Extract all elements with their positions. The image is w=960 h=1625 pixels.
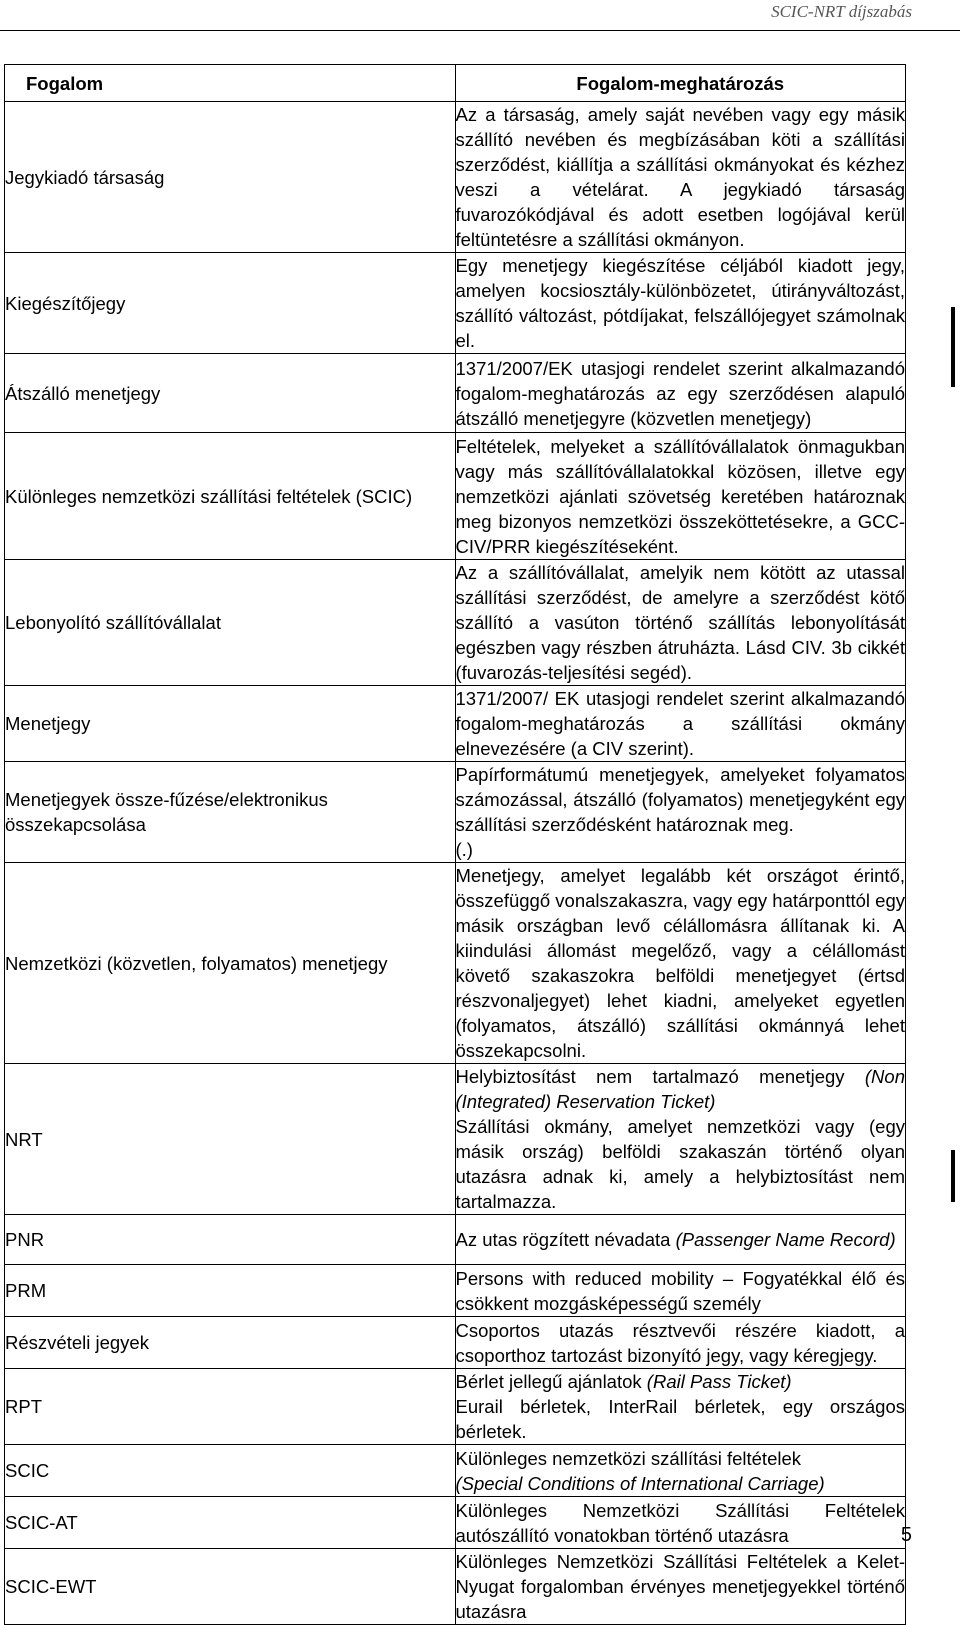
definition-cell: Az a szállítóvállalat, amelyik nem kötött az utassal szállítási szerződést, de amelyre a szerződést kötő szállító a vasúton történő szállítás lebonyolítását egészben vagy részben átruházta. Lásd CIV. 3b cikkét (fuvarozás-teljesítési segéd). [455, 560, 906, 686]
term-cell: PNR [5, 1215, 456, 1265]
revision-bar [951, 1150, 955, 1202]
table-row [5, 863, 906, 1064]
definition-text: Bérlet jellegű ajánlatok [455, 1371, 647, 1392]
definition-cell [455, 1215, 906, 1265]
term-cell: Átszálló menetjegy [5, 354, 456, 433]
table-row [5, 1215, 906, 1265]
term-cell: Menetjegy [5, 686, 456, 762]
glossary-table [4, 64, 906, 1625]
table-row [5, 560, 906, 686]
definition-cell [455, 1369, 906, 1445]
table-header-row [5, 65, 906, 102]
table-row [5, 686, 906, 762]
definition-cell: Feltételek, melyeket a szállítóvállalatok önmagukban vagy más szállítóvállalatokkal közösen, illetve egy nemzetközi ajánlati szövetség keretében határoznak meg bizonyos nemzetközi összeköttetésekre, a GCC-CIV/PRR kiegészítéseként. [455, 433, 906, 560]
term-cell: NRT [5, 1064, 456, 1215]
definition-cell [455, 762, 906, 863]
term-cell: Lebonyolító szállítóvállalat [5, 560, 456, 686]
page-number: 5 [900, 1524, 912, 1546]
table-row [5, 253, 906, 354]
definition-cell: Persons with reduced mobility – Fogyatékkal élő és csökkent mozgásképességű személy [455, 1265, 906, 1317]
definition-english: (Rail Pass Ticket) [646, 1371, 792, 1392]
revision-bar [951, 307, 955, 387]
page-header [0, 0, 960, 31]
definition-cell [455, 1064, 906, 1215]
definition-cell: Különleges Nemzetközi Szállítási Feltételek a Kelet-Nyugat forgalomban érvényes menetjegyekkel történő utazásra [455, 1549, 906, 1625]
term-cell: PRM [5, 1265, 456, 1317]
table-row [5, 1317, 906, 1369]
definition-cell: 1371/2007/EK utasjogi rendelet szerint alkalmazandó fogalom-meghatározás az egy szerződésen alapuló átszálló menetjegyre (közvetlen menetjegy) [455, 354, 906, 433]
definition-text: Az utas rögzített névadata [455, 1229, 676, 1250]
term-cell: SCIC-EWT [5, 1549, 456, 1625]
term-cell: Különleges nemzetközi szállítási feltételek (SCIC) [5, 433, 456, 560]
term-cell: SCIC-AT [5, 1497, 456, 1549]
definition-note: (.) [455, 839, 473, 860]
term-cell: RPT [5, 1369, 456, 1445]
definition-english: (Non (Integrated) Reservation Ticket) [455, 1066, 905, 1112]
table-row [5, 1369, 906, 1445]
definition-text: Papírformátumú menetjegyek, amelyeket folyamatos számozással, átszálló (folyamatos) menetjegyként egy szállítási szerződésként határoznak meg. [455, 764, 905, 835]
table-row [5, 1549, 906, 1625]
term-cell: Menetjegyek össze-fűzése/elektronikus összekapcsolása [5, 762, 456, 863]
definition-english: (Special Conditions of International Carriage) [455, 1472, 825, 1494]
definition-cell: Menetjegy, amelyet legalább két országot érintő, összefüggő vonalszakaszra, vagy egy határponttól egy másik országban levő célállomásra állítanak ki. A kiindulási állomást megelőző, vagy a célállomást követő szakaszokra belföldi menetjegyet (értsd részvonaljegyet) lehet kiadni, amelyeket egyetlen (folyamatos, átszálló) szállítási okmánnyá lehet összekapcsolni. [455, 863, 906, 1064]
term-cell: SCIC [5, 1445, 456, 1497]
term-cell: Jegykiadó társaság [5, 102, 456, 253]
table-row [5, 762, 906, 863]
definition-text: Különleges nemzetközi szállítási feltételek [455, 1447, 802, 1469]
column-header-term: Fogalom [5, 65, 456, 102]
table-row [5, 1265, 906, 1317]
table-row [5, 102, 906, 253]
definition-cell: 1371/2007/ EK utasjogi rendelet szerint alkalmazandó fogalom-meghatározás a szállítási okmány elnevezésére (a CIV szerint). [455, 686, 906, 762]
table-row [5, 1064, 906, 1215]
definition-cell [455, 1445, 906, 1497]
table-row [5, 433, 906, 560]
definition-cell: Csoportos utazás résztvevői részére kiadott, a csoporthoz tartozást bizonyító jegy, vagy kéregjegy. [455, 1317, 906, 1369]
table-row [5, 354, 906, 433]
definition-cell: Az a társaság, amely saját nevében vagy egy másik szállító nevében és megbízásában köti a szállítási szerződést, kiállítja a szállítási okmányokat és kézhez veszi a vételárat. A jegykiadó társaság fuvarozókódjával és adott esetben logójával kerül feltüntetésre a szállítási okmányon. [455, 102, 906, 253]
table-row [5, 1497, 906, 1549]
definition-text-2: Eurail bérletek, InterRail bérletek, egy országos bérletek. [455, 1396, 905, 1442]
definition-cell: Egy menetjegy kiegészítése céljából kiadott jegy, amelyen kocsiosztály-különbözetet, útirányváltozást, szállító változást, pótdíjakat, felszállójegyet számolnak el. [455, 253, 906, 354]
definition-cell: Különleges Nemzetközi Szállítási Feltételek autószállító vonatokban történő utazásra [455, 1497, 906, 1549]
column-header-definition: Fogalom-meghatározás [455, 65, 906, 102]
definition-english: (Passenger Name Record) [675, 1229, 896, 1250]
term-cell: Nemzetközi (közvetlen, folyamatos) menetjegy [5, 863, 456, 1064]
term-cell: Kiegészítőjegy [5, 253, 456, 354]
definition-text-2: Szállítási okmány, amelyet nemzetközi vagy (egy másik ország) belföldi szakaszán történő olyan utazásra adnak ki, amely a helybiztosítást nem tartalmazza. [455, 1116, 905, 1212]
table-row [5, 1445, 906, 1497]
header-title: SCIC-NRT díjszabás [771, 2, 912, 21]
definition-text: Helybiztosítást nem tartalmazó menetjegy [455, 1066, 865, 1087]
term-cell: Részvételi jegyek [5, 1317, 456, 1369]
